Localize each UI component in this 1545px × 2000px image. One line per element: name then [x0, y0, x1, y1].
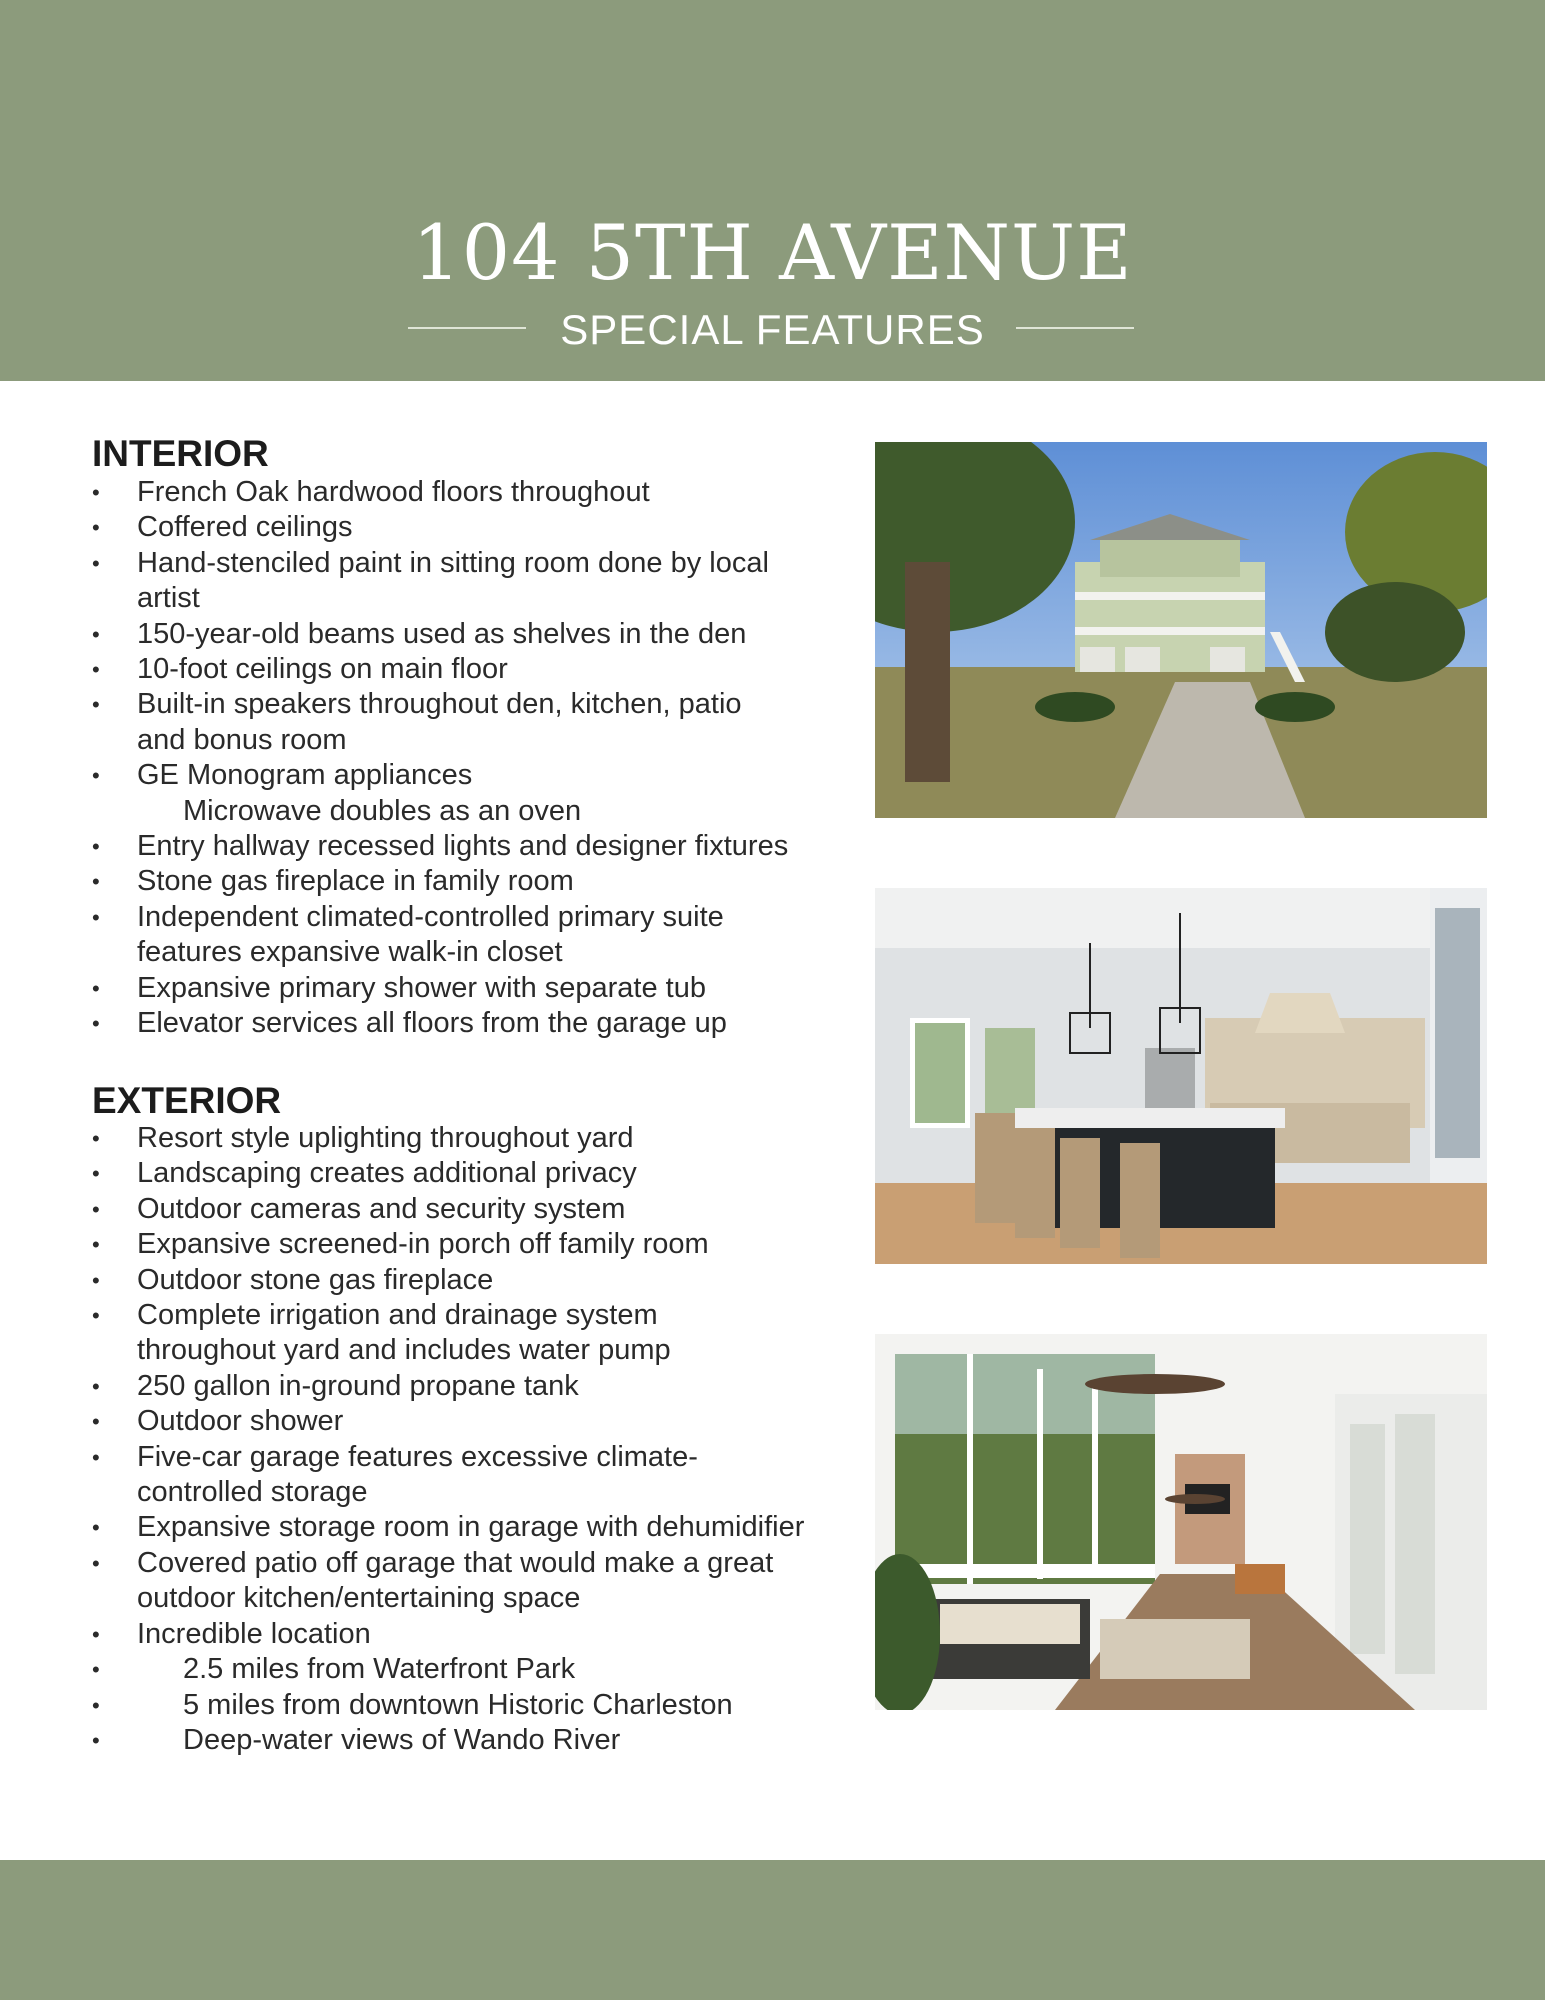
bullet-icon: • [92, 1267, 100, 1293]
list-item-continuation [92, 1475, 812, 1510]
list-item-text: and bonus room [137, 723, 347, 756]
bullet-icon: • [92, 834, 100, 860]
list-item-continuation [92, 581, 812, 616]
subtitle-rule-left [408, 327, 526, 329]
list-item [92, 1440, 812, 1475]
list-item-text: controlled storage [137, 1476, 368, 1509]
list-item-text: Five-car garage features excessive climate- [137, 1440, 698, 1473]
interior-heading: INTERIOR [92, 433, 269, 474]
bullet-icon: • [92, 1373, 100, 1399]
list-item [92, 1263, 812, 1298]
list-subitem [92, 1652, 812, 1687]
house-exterior-photo [875, 442, 1487, 818]
list-item-text: throughout yard and includes water pump [137, 1334, 671, 1367]
list-item-text: Expansive screened-in porch off family room [137, 1228, 709, 1261]
list-item [92, 758, 812, 793]
list-item-text: Elevator services all floors from the garage up [137, 1007, 727, 1040]
subtitle-rule-right [1016, 327, 1134, 329]
bullet-icon: • [92, 1011, 100, 1037]
bullet-icon: • [92, 1621, 100, 1647]
list-item [92, 900, 812, 935]
list-item-text: Landscaping creates additional privacy [137, 1157, 637, 1190]
list-item-continuation [92, 1333, 812, 1368]
list-subitem [92, 1723, 812, 1758]
bullet-icon: • [92, 621, 100, 647]
list-subitem [92, 1688, 812, 1723]
list-item-text: 150-year-old beams used as shelves in the den [137, 617, 747, 650]
list-subitem [92, 794, 812, 829]
list-item-text: Stone gas fireplace in family room [137, 865, 574, 898]
list-item-text: Microwave doubles as an oven [183, 794, 582, 827]
page-subtitle: SPECIAL FEATURES [560, 306, 985, 353]
bullet-icon: • [92, 515, 100, 541]
list-item-text: Outdoor stone gas fireplace [137, 1263, 494, 1296]
list-item-text: Hand-stenciled paint in sitting room done by local [137, 546, 769, 579]
bullet-icon: • [92, 480, 100, 505]
bullet-icon: • [92, 1727, 100, 1753]
subtitle-row [0, 300, 1545, 360]
list-item-text: artist [137, 582, 200, 615]
bullet-icon: • [92, 1444, 100, 1470]
bullet-icon: • [92, 1657, 100, 1683]
screened-porch-photo [875, 1334, 1487, 1710]
bullet-icon: • [92, 1161, 100, 1187]
list-item-continuation [92, 723, 812, 758]
bullet-icon: • [92, 904, 100, 930]
list-item [92, 864, 812, 899]
list-item [92, 475, 812, 510]
list-item [92, 617, 812, 652]
exterior-heading: EXTERIOR [92, 1080, 282, 1121]
list-item [92, 971, 812, 1006]
list-item [92, 687, 812, 722]
list-item-text: Deep-water views of Wando River [183, 1723, 621, 1756]
list-item [92, 829, 812, 864]
list-item [92, 1227, 812, 1262]
bullet-icon: • [92, 763, 100, 789]
list-item-text: 2.5 miles from Waterfront Park [183, 1653, 576, 1686]
bullet-icon: • [92, 975, 100, 1001]
bullet-icon: • [92, 1232, 100, 1258]
list-item-text: Complete irrigation and drainage system [137, 1299, 658, 1332]
list-item-text: 250 gallon in-ground propane tank [137, 1369, 579, 1402]
list-item [92, 1404, 812, 1439]
bullet-icon: • [92, 692, 100, 718]
list-item [92, 1510, 812, 1545]
list-item [92, 1369, 812, 1404]
page-title: 104 5TH AVENUE [412, 208, 1133, 297]
list-item-text: features expansive walk-in closet [137, 936, 563, 969]
kitchen-photo [875, 888, 1487, 1264]
bullet-icon: • [92, 657, 100, 683]
bullet-icon: • [92, 1550, 100, 1576]
bullet-icon: • [92, 1692, 100, 1718]
list-item [92, 1617, 812, 1652]
list-item-text: French Oak hardwood floors throughout [137, 476, 650, 508]
list-item-text: Independent climated-controlled primary suite [137, 900, 724, 933]
bullet-icon: • [92, 1515, 100, 1541]
list-item-text: Incredible location [137, 1617, 371, 1650]
list-item-text: Expansive storage room in garage with dehumidifier [137, 1511, 805, 1544]
bullet-icon: • [92, 1409, 100, 1435]
bullet-icon: • [92, 1196, 100, 1222]
list-item [92, 1006, 812, 1041]
list-item [92, 652, 812, 687]
list-item-text: 5 miles from downtown Historic Charleston [183, 1688, 733, 1721]
list-item-continuation [92, 1581, 812, 1616]
list-item-text: Resort style uplighting throughout yard [137, 1122, 634, 1154]
bullet-icon: • [92, 869, 100, 895]
list-item [92, 546, 812, 581]
list-item-text: Outdoor cameras and security system [137, 1192, 626, 1225]
bullet-icon: • [92, 550, 100, 576]
list-item-text: Covered patio off garage that would make a great [137, 1546, 774, 1579]
list-item-text: Coffered ceilings [137, 511, 353, 544]
list-item [92, 510, 812, 545]
list-item [92, 1121, 812, 1156]
exterior-list [92, 1121, 812, 1758]
list-item-text: Entry hallway recessed lights and designer fixtures [137, 830, 789, 863]
list-item [92, 1546, 812, 1581]
list-item-text: Outdoor shower [137, 1405, 344, 1438]
bullet-icon: • [92, 1303, 100, 1329]
interior-list [92, 475, 812, 1042]
list-item [92, 1156, 812, 1191]
list-item-text: outdoor kitchen/entertaining space [137, 1582, 581, 1615]
footer-banner [0, 1860, 1545, 2000]
bullet-icon: • [92, 1126, 100, 1151]
list-item-text: GE Monogram appliances [137, 759, 473, 792]
list-item-text: 10-foot ceilings on main floor [137, 653, 508, 686]
list-item-text: Expansive primary shower with separate tub [137, 971, 706, 1004]
list-item-continuation [92, 935, 812, 970]
list-item [92, 1298, 812, 1333]
list-item-text: Built-in speakers throughout den, kitchen, patio [137, 688, 742, 721]
list-item [92, 1192, 812, 1227]
